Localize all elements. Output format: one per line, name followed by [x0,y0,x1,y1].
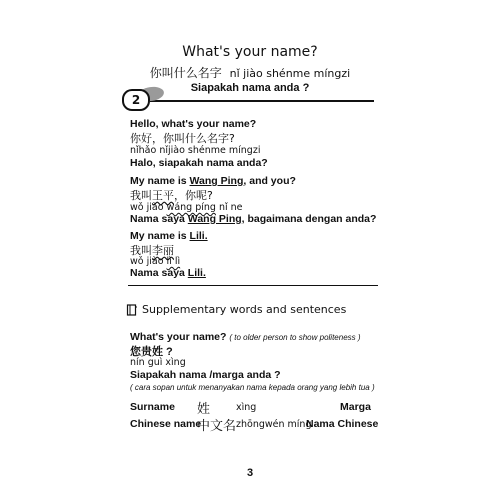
text-segment: nǐ ne [215,202,243,213]
vocab-malay: Nama Chinese [306,418,379,430]
page-title: What's your name? [182,44,318,60]
text-segment: 我叫 [130,189,152,202]
usage-note: ( to older person to show politeness ) [229,333,361,342]
name-highlight: Lili. [189,230,208,242]
vocab-english: Chinese name [130,418,202,430]
supplementary-heading: Supplementary words and sentences [142,303,347,316]
name-highlight: lì lì [166,256,181,267]
name-highlight: Lili. [187,267,206,279]
name-highlight: Wang Ping [187,213,242,225]
vocab-pinyin: xìng [236,402,257,413]
dialogue-3-english [130,230,208,242]
dialogue-1-chinese: 你好，你叫什么名字? [130,132,235,145]
dialogue-2-english [130,175,296,187]
notebook-icon-svg [126,304,138,316]
vocab-chinese: 中文名 [197,419,237,434]
dialogue-2-chinese [130,187,213,203]
page-title-malay: Siapakah nama anda ? [190,82,310,94]
text-segment: My name is [130,230,190,242]
usage-note-malay: ( cara sopan untuk menanyakan nama kepada orang yang lebih tua ) [130,383,375,392]
vocab-pinyin: zhōngwén míng [236,419,312,430]
vocab-malay: Marga [340,401,371,413]
divider-line [128,285,378,286]
page-title-chinese [0,64,500,81]
divider-line [150,100,374,102]
lesson-number-badge: 2 [122,89,150,111]
text-segment: wǒ jiào [130,202,167,213]
name-highlight: 王平 [152,189,174,202]
title-hanzi: 你叫什么名字 [149,66,222,80]
text-segment: , bagaimana dengan anda? [241,213,377,225]
dialogue-3-pinyin [130,256,180,267]
notebook-icon [126,304,138,319]
text-segment: wǒ jiào [130,256,167,267]
name-highlight: 李丽 [152,244,174,257]
text-segment: My name is [130,175,190,187]
text-segment: , and you? [243,175,296,187]
supplementary-question-pinyin: nín guì xìng [130,357,186,368]
page-number: 3 [246,467,254,479]
name-highlight: Wang Ping [189,175,244,187]
vocab-chinese: 姓 [197,402,211,417]
name-highlight: wáng píng [166,202,216,213]
text-segment: ，你呢? [174,189,213,202]
text-segment: 我叫 [130,244,152,257]
dialogue-3-malay [130,267,206,279]
dialogue-1-malay: Halo, siapakah nama anda? [130,157,268,169]
supplementary-question-english [130,331,361,343]
dialogue-1-pinyin: nǐhǎo nǐjiào shénme míngzi [130,145,261,156]
dialogue-2-pinyin [130,202,243,213]
supplementary-question-chinese: 您贵姓 ? [130,346,173,358]
dialogue-2-malay [130,213,376,225]
dialogue-1-english: Hello, what's your name? [130,118,257,130]
text-segment: Nama saya [130,213,188,225]
supplementary-question-malay: Siapakah nama /marga anda ? [130,369,281,381]
text-segment: Nama saya [130,267,188,279]
title-pinyin: nǐ jiào shénme míngzi [229,67,351,80]
vocab-english: Surname [130,401,175,413]
text-segment: What's your name? [130,331,227,343]
